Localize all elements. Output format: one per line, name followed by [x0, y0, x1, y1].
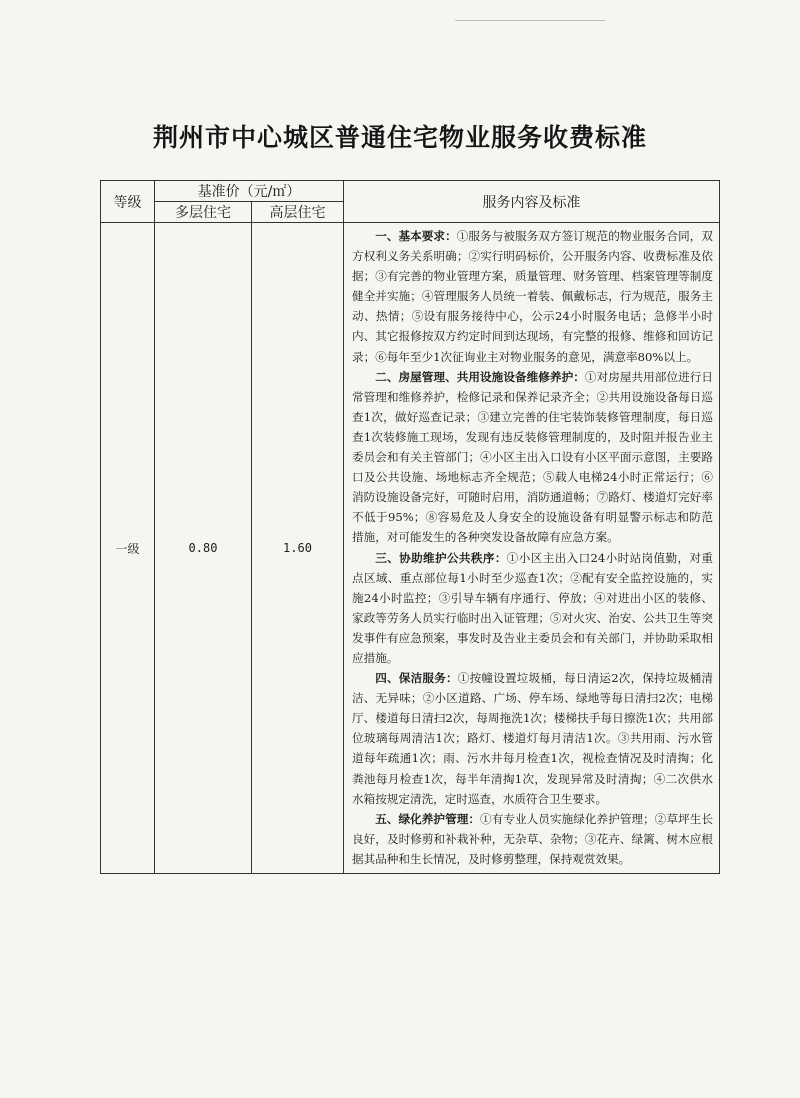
fee-standard-table [100, 180, 720, 874]
scan-mark [455, 20, 605, 21]
header-row-1 [101, 181, 720, 202]
high-rise-price-cell: 1.60 [252, 223, 344, 874]
section-text: ①对房屋共用部位进行日常管理和维修养护，检修记录和保养记录齐全；②共用设施设备每日巡查1次，做好巡查记录；③建立完善的住宅装饰装修管理制度，每日巡查1次装修施工现场，发现有违反装修管理制度的，及时阻并报告业主委员会和有关主管部门；④小区主出入口设有小区平面示意图，主要路口及公共设施、场地标志齐全规范；⑤载人电梯24小时正常运行；⑥消防设施设备完好，可随时启用，消防通道畅；⑦路灯、楼道灯完好率不低于95%；⑧容易危及人身安全的设施设备有明显警示标志和防范措施，对可能发生的各种突发设备故障有应急方案。 [352, 369, 713, 545]
section-heading: 四、保洁服务： [375, 671, 458, 686]
header-service-content: 服务内容及标准 [344, 181, 720, 223]
table-row [101, 223, 720, 874]
section-text: ①小区主出入口24小时站岗值勤，对重点区域、重点部位每1小时至少巡查1次；②配有安全监控设施的，实施24小时监控；③引导车辆有序通行、停放；④对进出小区的装修、家政等劳务人员实行临时出入证管理；⑤对火灾、治安、公共卫生等突发事件有应急预案，事发时及告业主委员会和有关部门，并协助采取相应措施。 [352, 550, 713, 665]
service-content-cell [344, 223, 720, 874]
section-heading: 一、基本要求： [375, 229, 457, 243]
section-text: ①服务与被服务双方签订规范的物业服务合同，双方权利义务关系明确；②实行明码标价，公开服务内容、收费标准及依据；③有完善的物业管理方案，质量管理、财务管理、档案管理等制度健全并实施；④管理服务人员统一着装、佩戴标志，行为规范，服务主动、热情；⑤设有服务接待中心，公示24小时服务电话；急修半小时内、其它报修按双方约定时间到达现场，有完整的报修、维修和回访记录；⑥每年至少1次征询业主对物业服务的意见，满意率80%以上。 [352, 229, 713, 364]
header-multi-storey: 多层住宅 [155, 202, 252, 223]
section-text: ①按幢设置垃圾桶，每日清运2次，保持垃圾桶清洁、无异味；②小区道路、广场、停车场、绿地等每日清扫2次；电梯厅、楼道每日清扫2次，每周拖洗1次；楼梯扶手每日擦洗1次；共用部位玻璃每周清洁1次；路灯、楼道灯每月清洁1次。③共用雨、污水管道每年疏通1次；雨、污水井每月检查1次，视检查情况及时清掏；化粪池每月检查1次，每半年清掏1次，发现异常及时清掏；④二次供水水箱按规定清洗，定时巡查，水质符合卫生要求。 [352, 671, 713, 806]
section-heading: 五、绿化养护管理： [375, 811, 481, 826]
section-public-order [352, 548, 713, 669]
section-greening [352, 809, 713, 869]
multi-storey-price-cell: 0.80 [155, 223, 252, 874]
header-high-rise: 高层住宅 [252, 202, 344, 223]
section-housing-maintenance [352, 367, 713, 548]
section-heading: 二、房屋管理、共用设施设备维修养护： [375, 369, 585, 384]
section-text: ①有专业人员实施绿化养护管理；②草坪生长良好，及时修剪和补栽补种，无杂草、杂物；③花卉、绿篱、树木应根据其品种和生长情况，及时修剪整理，保持观赏效果。 [352, 811, 713, 866]
header-base-price: 基准价（元/㎡） [155, 181, 344, 202]
section-heading: 三、协助维护公共秩序： [375, 550, 507, 565]
page-title: 荆州市中心城区普通住宅物业服务收费标准 [152, 123, 647, 152]
grade-cell: 一级 [101, 223, 155, 874]
section-cleaning [352, 668, 713, 809]
header-grade: 等级 [101, 181, 155, 223]
section-basic-requirements [352, 226, 713, 367]
